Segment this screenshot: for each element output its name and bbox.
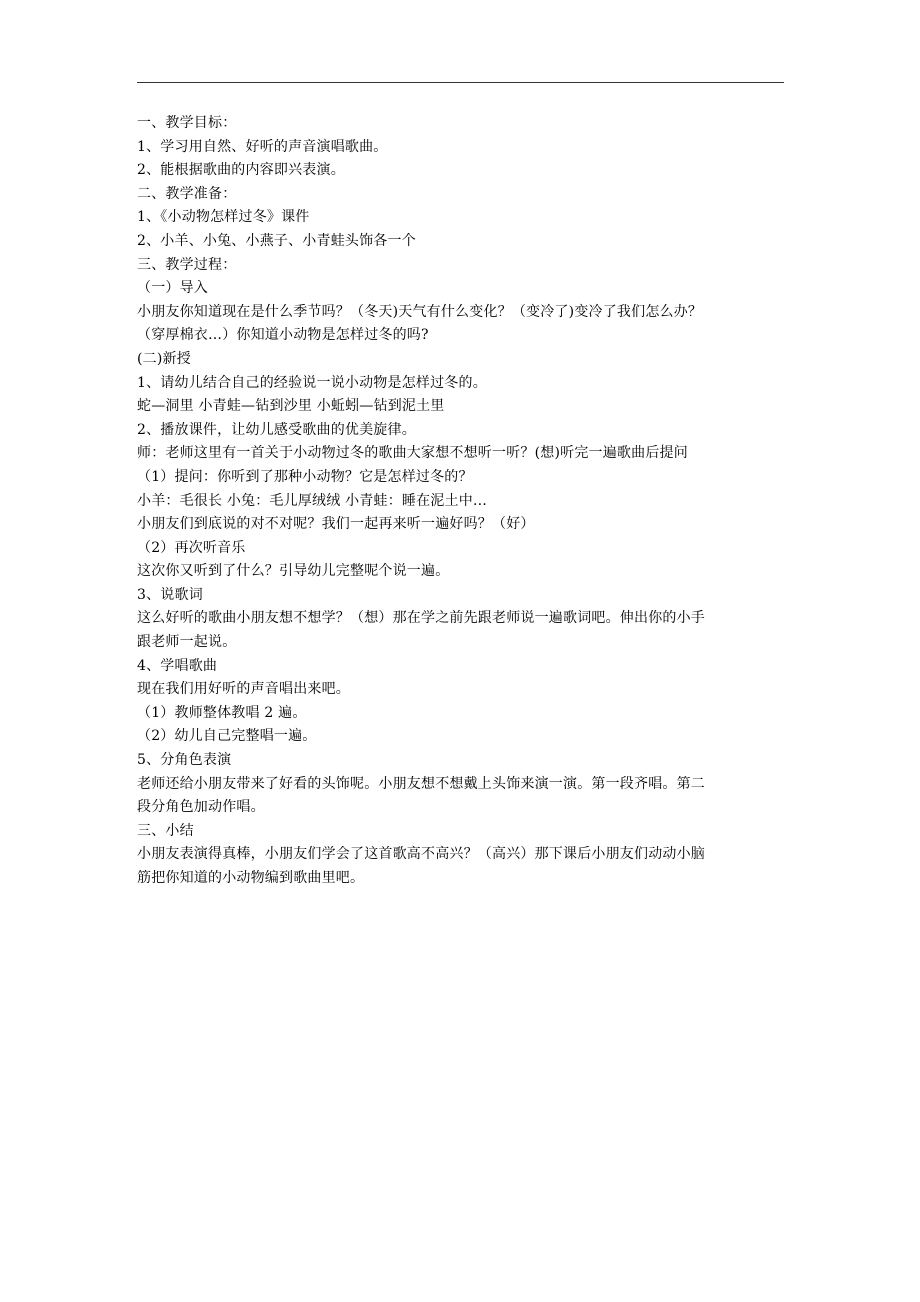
step-item: 3、说歌词: [137, 586, 203, 603]
section-heading-goals: 一、教学目标：: [137, 115, 237, 131]
paragraph-line: 师：老师这里有一首关于小动物过冬的歌曲大家想不想听一听？(想)听完一遍歌曲后提问: [137, 445, 688, 462]
subsection-new-lesson: (二)新授: [137, 350, 191, 367]
section-heading-process: 三、教学过程：: [137, 256, 237, 273]
paragraph-line: 老师还给小朋友带来了好看的头饰呢。小朋友想不想戴上头饰来演一演。第一段齐唱。第二: [137, 775, 705, 792]
document-body: [137, 112, 797, 891]
paragraph-line: 小羊：毛很长 小兔：毛儿厚绒绒 小青蛙：睡在泥土中…: [137, 492, 488, 509]
section-heading-preparation: 二、教学准备：: [137, 185, 237, 202]
paragraph-line: 小朋友们到底说的对不对呢？我们一起再来听一遍好吗？（好）: [137, 516, 535, 533]
paragraph-line: 跟老师一起说。: [137, 634, 237, 651]
paragraph-line: 蛇—洞里 小青蛙—钻到沙里 小蚯蚓—钻到泥土里: [137, 398, 445, 415]
paragraph-line: （1）教师整体教唱 2 遍。: [137, 704, 307, 721]
subsection-intro: （一）导入: [137, 280, 208, 297]
paragraph-line: 这次你又听到了什么？引导幼儿完整呢个说一遍。: [137, 563, 450, 580]
goal-item-1: 1、学习用自然、好听的声音演唱歌曲。: [137, 138, 388, 155]
paragraph-line: 筋把你知道的小动物编到歌曲里吧。: [137, 870, 365, 886]
paragraph-line: 这么好听的歌曲小朋友想不想学？（想）那在学之前先跟老师说一遍歌词吧。伸出你的小手: [137, 610, 705, 627]
paragraph-line: 段分角色加动作唱。: [137, 799, 265, 816]
preparation-item-1: 1、《小动物怎样过冬》课件: [137, 209, 310, 226]
section-heading-summary: 三、小结: [137, 822, 194, 839]
paragraph-line: （穿厚棉衣…）你知道小动物是怎样过冬的吗?: [137, 327, 429, 344]
step-item: 4、学唱歌曲: [137, 657, 218, 674]
paragraph-line: （1）提问：你听到了那种小动物？它是怎样过冬的？: [137, 468, 473, 485]
paragraph-line: 小朋友你知道现在是什么季节吗？（冬天)天气有什么变化？（变冷了)变冷了我们怎么办？: [137, 303, 703, 320]
paragraph-line: 现在我们用好听的声音唱出来吧。: [137, 681, 350, 698]
paragraph-line: （2）再次听音乐: [137, 539, 246, 556]
step-item: 5、分角色表演: [137, 752, 232, 769]
paragraph-line: （2）幼儿自己完整唱一遍。: [137, 728, 317, 745]
preparation-item-2: 2、小羊、小兔、小燕子、小青蛙头饰各一个: [137, 232, 416, 249]
paragraph-line: 小朋友表演得真棒，小朋友们学会了这首歌高不高兴？（高兴）那下课后小朋友们动动小脑: [137, 846, 705, 863]
step-item: 1、请幼儿结合自己的经验说一说小动物是怎样过冬的。: [137, 374, 487, 391]
goal-item-2: 2、能根据歌曲的内容即兴表演。: [137, 162, 345, 179]
header-rule: [137, 82, 784, 83]
step-item: 2、播放课件，让幼儿感受歌曲的优美旋律。: [137, 421, 416, 438]
